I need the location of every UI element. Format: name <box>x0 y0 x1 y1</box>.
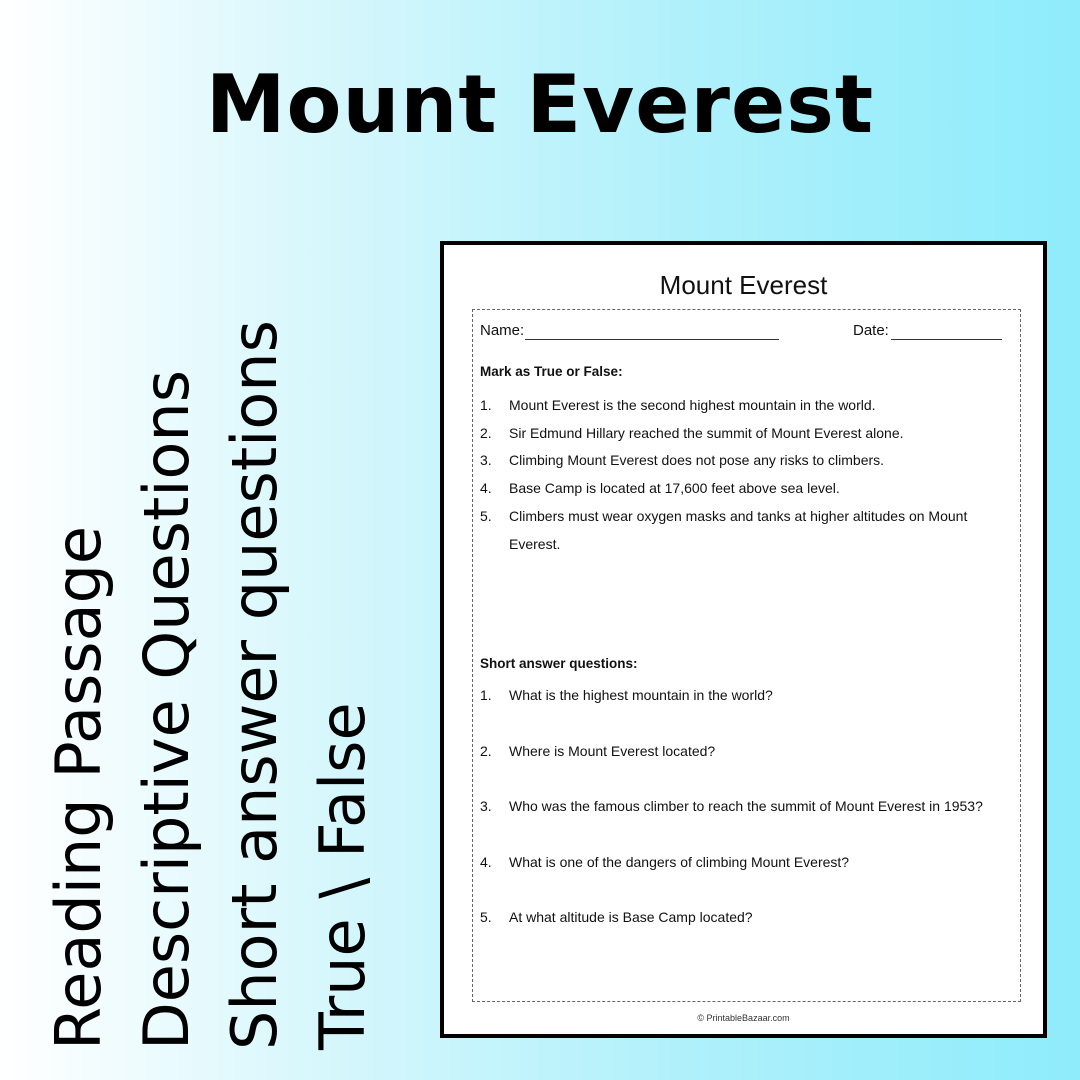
true-false-item: 2. Sir Edmund Hillary reached the summit of Mount Everest alone. <box>480 425 904 441</box>
side-label-descriptive-questions: Descriptive Questions <box>130 369 203 1050</box>
true-false-item: 5. Climbers must wear oxygen masks and tanks at higher altitudes on Mount Everest. <box>480 508 968 552</box>
short-answer-item: 1. What is the highest mountain in the world? <box>480 687 773 703</box>
short-answer-item: 3. Who was the famous climber to reach the summit of Mount Everest in 1953? <box>480 798 983 814</box>
short-answer-item: 5. At what altitude is Base Camp located? <box>480 909 753 925</box>
worksheet-body <box>472 309 1021 1002</box>
true-false-item: 4. Base Camp is located at 17,600 feet above sea level. <box>480 480 840 496</box>
name-label: Name: <box>480 322 525 339</box>
date-line <box>891 339 1002 340</box>
side-label-reading-passage: Reading Passage <box>42 525 115 1050</box>
short-answer-heading: Short answer questions: <box>480 656 638 671</box>
true-false-item: 3. Climbing Mount Everest does not pose any risks to climbers. <box>480 452 885 468</box>
short-answer-item: 2. Where is Mount Everest located? <box>480 743 716 759</box>
true-false-item: 1. Mount Everest is the second highest mountain in the world. <box>480 397 876 413</box>
worksheet-title: Mount Everest <box>659 270 828 300</box>
side-label-true-false: True \ False <box>306 702 379 1050</box>
short-answer-item: 4. What is one of the dangers of climbing Mount Everest? <box>480 854 850 870</box>
copyright-footer: © PrintableBazaar.com <box>697 1013 790 1023</box>
date-label: Date: <box>853 322 889 339</box>
true-false-heading: Mark as True or False: <box>480 364 623 379</box>
page-title: Mount Everest <box>205 58 875 151</box>
name-line <box>525 339 779 340</box>
side-label-short-answer: Short answer questions <box>218 320 291 1050</box>
worksheet-preview <box>440 241 1047 1038</box>
